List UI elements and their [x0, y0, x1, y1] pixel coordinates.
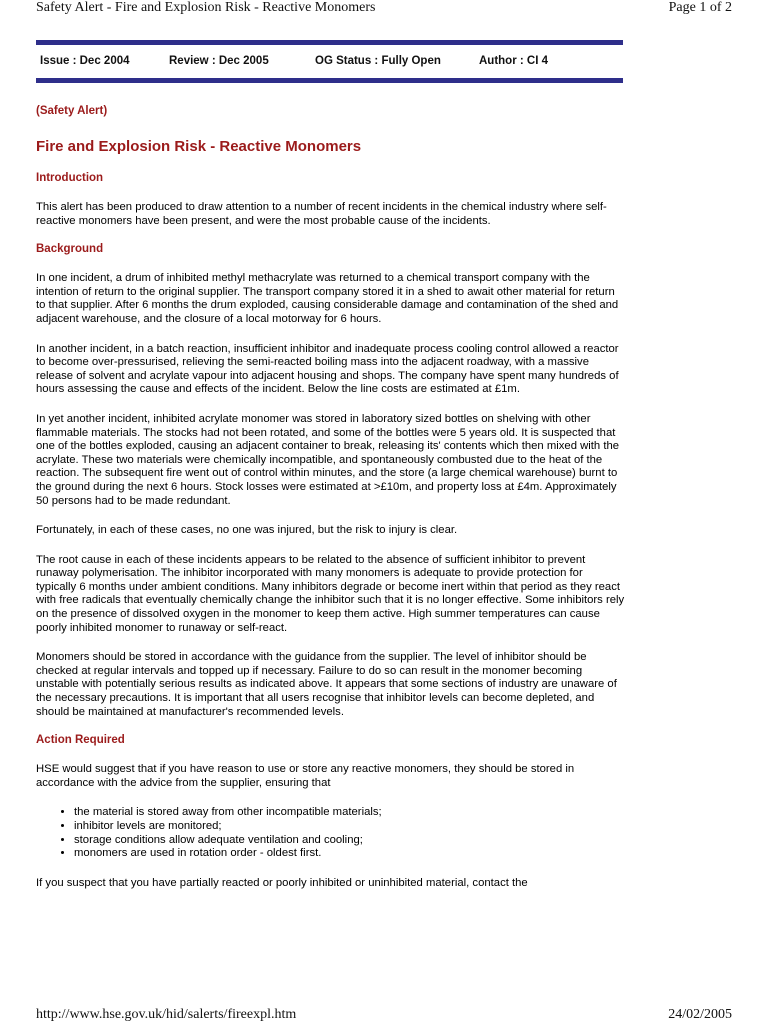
action-paragraph: HSE would suggest that if you have reason to use or store any reactive monomers, they should be stored in accordance with the advice from the supplier, ensuring that [36, 763, 575, 789]
list-item: • storage conditions allow adequate ventilation and cooling; [74, 834, 626, 848]
background-paragraph: In one incident, a drum of inhibited methyl methacrylate was returned to a chemical transport company with the intention of return to the original supplier. The transport company stored it in a shed to await other material for return to that supplier. After 6 months the drum exploded, causing considerable damage and contamination of the shed and adjacent warehouse, and the closure of a local motorway for 6 hours. [36, 272, 619, 325]
background-heading: Background [36, 243, 104, 256]
action-heading: Action Required [36, 734, 125, 747]
review-date: Review : Dec 2005 [169, 55, 269, 67]
closing-paragraph: If you suspect that you have partially reacted or poorly inhibited or uninhibited material, contact the [36, 876, 528, 889]
background-paragraph: Fortunately, in each of these cases, no one was injured, but the risk to injury is clear. [36, 524, 458, 537]
print-url: http://www.hse.gov.uk/hid/salerts/fireexpl.htm [36, 1007, 297, 1022]
action-list [36, 806, 626, 860]
browser-print-header [36, 0, 732, 16]
header-rule-top [36, 40, 623, 45]
issue-date: Issue : Dec 2004 [40, 55, 130, 67]
background-paragraph: In another incident, in a batch reaction, insufficient inhibitor and inadequate process cooling control allowed a reactor to become over-pressurised, relieving the semi-reacted boiling mass into the adjacent roadway, with a massive release of solvent and acrylate vapour into adjacent housing and shops. The company have spent many hundreds of hours assessing the cause and effects of the incident. Below the line costs are estimated at £1m. [36, 342, 619, 396]
background-paragraph: In yet another incident, inhibited acrylate monomer was stored in laboratory sized bottles on shelving with other flammable materials. The stocks had not been rotated, and some of the bottles were 5 years old. It is suspected that one of the bottles exploded, causing an adjacent container to break, releasing its' contents which then mixed with the acrylate. These two materials were chemically incompatible, and spontaneously combusted due to the heat of the reaction. The subsequent fire went out of control within minutes, and the store (a large chemical warehouse) burnt to the ground during the next 6 hours. Stock losses were estimated at >£10m, and property loss at £4m. Approximately 50 persons had to be made redundant. [36, 412, 620, 507]
document-meta-row [40, 55, 548, 67]
list-item: • monomers are used in rotation order - oldest first. [74, 847, 626, 861]
background-paragraph: The root cause in each of these incidents appears to be related to the absence of sufficient inhibitor to prevent runaway polymerisation. The inhibitor incorporated with many monomers is adequate to provide protection for typically 6 months under ambient conditions. Many inhibitors degrade or become inert within that period as they react with free radicals that eventually chemically change the inhibitor such that it is no longer effective. Some inhibitors rely on the presence of dissolved oxygen in the monomer to keep them active. High summer temperatures can cause poorly inhibited monomer to runaway or self-react. [36, 553, 625, 634]
browser-print-footer [36, 1007, 732, 1023]
print-date: 24/02/2005 [668, 1007, 732, 1022]
alert-tag: (Safety Alert) [36, 105, 108, 117]
og-status: OG Status : Fully Open [315, 55, 441, 67]
background-paragraph: Monomers should be stored in accordance with the guidance from the supplier. The level of inhibitor should be checked at regular intervals and topped up if necessary. Failure to do so can result in the monomer becoming unstable with potentially serious results as indicated above. It appears that some sections of industry are unaware of the necessary precautions. It is important that all users recognise that inhibitor levels can become depleted, and should be maintained at manufacturer's recommended levels. [36, 651, 617, 718]
document-body [36, 105, 626, 890]
intro-heading: Introduction [36, 172, 104, 184]
print-page-title: Safety Alert - Fire and Explosion Risk - Reactive Monomers [36, 0, 376, 15]
intro-paragraph: This alert has been produced to draw attention to a number of recent incidents in the chemical industry where self-reactive monomers have been present, and were the most probable cause of the incidents. [36, 201, 607, 227]
list-item: • the material is stored away from other incompatible materials; [74, 806, 626, 820]
print-page-number: Page 1 of 2 [668, 0, 732, 15]
header-rule-bottom [36, 78, 623, 83]
author: Author : CI 4 [479, 55, 548, 67]
list-item: • inhibitor levels are monitored; [74, 820, 626, 834]
page-title: Fire and Explosion Risk - Reactive Monomers [36, 138, 362, 155]
